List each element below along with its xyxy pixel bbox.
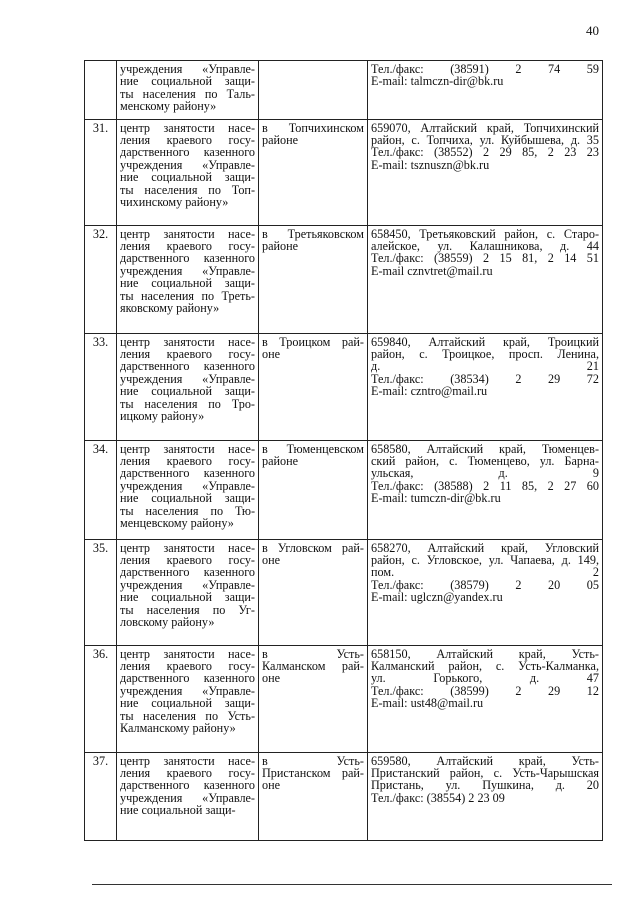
contact-info-line: E-mail: tsznuszn@bk.ru — [371, 157, 490, 172]
institution-name-line: дарственного казенного — [120, 251, 255, 266]
contact-info-line: Тел./факс: (38588) 2 11 85, 2 27 60 — [371, 478, 599, 493]
institution-name — [117, 645, 259, 752]
table-row — [85, 225, 603, 333]
institution-name — [117, 333, 259, 440]
service-area — [259, 645, 368, 752]
contact-info-line: д. 21 — [371, 359, 599, 374]
institution-name-line: ловскому району» — [120, 615, 215, 630]
institution-name-line: ления краевого госу- — [120, 239, 255, 254]
institution-name-line: учреждения «Управле- — [120, 62, 255, 76]
contact-info-line: Тел./факс: (38552) 2 29 85, 2 23 23 — [371, 145, 599, 160]
contact-info-line: Пристань, ул. Пушкина, д. 20 — [371, 778, 599, 793]
institution-name — [117, 539, 259, 645]
employment-centers-table — [84, 60, 603, 841]
institution-name-line: ние социальной защи- — [120, 74, 255, 89]
institution-name-line: ты населения по Тю- — [120, 503, 255, 518]
institution-name-line: дарственного казенного — [120, 145, 255, 160]
service-area-line: оне — [262, 671, 281, 686]
service-area — [259, 61, 368, 120]
institution-name-line: центр занятости насе- — [120, 334, 255, 349]
service-area-line: в Третьяковском — [262, 226, 364, 241]
contact-info-line: Пристанский район, с. Усть-Чарышская — [371, 766, 599, 781]
service-area-line: оне — [262, 553, 281, 568]
institution-name-line: ты населения по Топ- — [120, 182, 255, 197]
contact-info — [368, 119, 603, 225]
service-area-line: в Угловском рай- — [262, 540, 364, 555]
institution-name-line: учреждения «Управле- — [120, 478, 255, 493]
contact-info-line: пом. 2 — [371, 565, 599, 580]
institution-name-line: дарственного казенного — [120, 359, 255, 374]
contact-info — [368, 333, 603, 440]
row-number: 33. — [85, 333, 117, 440]
row-number: 35. — [85, 539, 117, 645]
institution-name-line: ления краевого госу- — [120, 347, 255, 362]
row-number: 36. — [85, 645, 117, 752]
institution-name-line: ты населения по Тро- — [120, 396, 255, 411]
institution-name-line: центр занятости насе- — [120, 646, 255, 661]
institution-name-line: ние социальной защи- — [120, 276, 255, 291]
contact-info — [368, 61, 603, 120]
institution-name-line: ицкому району» — [120, 409, 205, 424]
contact-info-line: ул. Горького, д. 47 — [371, 671, 599, 686]
institution-name-line: учреждения «Управле- — [120, 790, 255, 805]
institution-name-line: ления краевого госу- — [120, 454, 255, 469]
contact-info-line: 658450, Третьяковский район, с. Старо- — [371, 226, 599, 241]
table-row — [85, 333, 603, 440]
institution-name-line: учреждения «Управле- — [120, 683, 255, 698]
contact-info-line: Тел./факс: (38534) 2 29 72 — [371, 371, 599, 386]
institution-name-line: ты населения по Усть- — [120, 708, 255, 723]
institution-name-line: ние социальной защи- — [120, 170, 255, 185]
institution-name-line: ние социальной защи- — [120, 590, 255, 605]
contact-info-line: район, с. Угловское, ул. Чапаева, д. 149, — [371, 553, 599, 568]
contact-info-line: 658580, Алтайский край, Тюменцев- — [371, 441, 599, 456]
row-number: 32. — [85, 225, 117, 333]
service-area-line: Пристанском рай- — [262, 766, 364, 781]
service-area — [259, 225, 368, 333]
table-row — [85, 119, 603, 225]
institution-name-line: учреждения «Управле- — [120, 157, 255, 172]
service-area-line: оне — [262, 347, 281, 362]
contact-info-line: E-mail: uglczn@yandex.ru — [371, 590, 503, 605]
contact-info-line: 659580, Алтайский край, Усть- — [371, 753, 599, 768]
institution-name-line: ние социальной защи- — [120, 491, 255, 506]
institution-name-line: яковскому району» — [120, 301, 220, 316]
table-body — [85, 61, 603, 841]
contact-info — [368, 539, 603, 645]
institution-name-line: менцевскому району» — [120, 516, 234, 531]
institution-name-line: ления краевого госу- — [120, 766, 255, 781]
service-area-line: в Усть- — [262, 646, 364, 661]
institution-name-line: ты населения по Таль- — [120, 86, 255, 101]
table-row — [85, 440, 603, 539]
contact-info-line: E-mail cznvtret@mail.ru — [371, 263, 493, 278]
contact-info-line: ульская, д. 9 — [371, 466, 599, 481]
service-area-line: в Топчихинском — [262, 120, 364, 135]
service-area — [259, 119, 368, 225]
contact-info-line: Тел./факс: (38559) 2 15 81, 2 14 51 — [371, 251, 599, 266]
service-area-line: районе — [262, 133, 299, 148]
service-area-line: в Троицком рай- — [262, 334, 364, 349]
institution-name-line: ления краевого госу- — [120, 659, 255, 674]
contact-info-line: Тел./факс: (38599) 2 29 12 — [371, 683, 599, 698]
service-area-line: районе — [262, 239, 299, 254]
table-row — [85, 61, 603, 120]
contact-info-line: 659070, Алтайский край, Топчихинский — [371, 120, 599, 135]
row-number — [85, 61, 117, 120]
institution-name-line: ние социальной защи- — [120, 803, 236, 818]
institution-name-line: центр занятости насе- — [120, 753, 255, 768]
table-row — [85, 645, 603, 752]
contact-info — [368, 225, 603, 333]
contact-info-line: Калманский район, с. Усть-Калманка, — [371, 659, 599, 674]
institution-name-line: менскому району» — [120, 99, 217, 114]
contact-info-line: Тел./факс: (38554) 2 23 09 — [371, 790, 505, 805]
service-area-line: районе — [262, 454, 299, 469]
institution-name-line: центр занятости насе- — [120, 540, 255, 555]
contact-info-line: ский район, с. Тюменцево, ул. Барна- — [371, 454, 599, 469]
row-number: 31. — [85, 119, 117, 225]
service-area-line: в Тюменцевском — [262, 441, 364, 456]
contact-info-line: 659840, Алтайский край, Троицкий — [371, 334, 599, 349]
institution-name-line: ние социальной защи- — [120, 384, 255, 399]
institution-name-line: ты населения по Треть- — [120, 288, 255, 303]
row-number: 34. — [85, 440, 117, 539]
institution-name-line: дарственного казенного — [120, 466, 255, 481]
table-row — [85, 539, 603, 645]
page-number: 40 — [586, 23, 599, 38]
institution-name-line: центр занятости насе- — [120, 441, 255, 456]
contact-info-line: Тел./факс: (38579) 2 20 05 — [371, 577, 599, 592]
institution-name — [117, 119, 259, 225]
row-number: 37. — [85, 752, 117, 840]
institution-name-line: чихинскому району» — [120, 195, 229, 210]
contact-info — [368, 752, 603, 840]
contact-info-line: район, с. Троицкое, просп. Ленина, — [371, 347, 599, 362]
institution-name-line: дарственного казенного — [120, 565, 255, 580]
contact-info-line: 658270, Алтайский край, Угловский — [371, 540, 599, 555]
institution-name-line: учреждения «Управле- — [120, 263, 255, 278]
contact-info-line: 658150, Алтайский край, Усть- — [371, 646, 599, 661]
contact-info-line: E-mail: tumczn-dir@bk.ru — [371, 491, 501, 506]
institution-name-line: центр занятости насе- — [120, 226, 255, 241]
contact-info-line: E-mail: czntro@mail.ru — [371, 384, 488, 399]
service-area — [259, 333, 368, 440]
contact-info — [368, 440, 603, 539]
contact-info — [368, 645, 603, 752]
contact-info-line: Тел./факс: (38591) 2 74 59 — [371, 62, 599, 76]
institution-name — [117, 61, 259, 120]
institution-name-line: ние социальной защи- — [120, 696, 255, 711]
institution-name-line: дарственного казенного — [120, 671, 255, 686]
table-row — [85, 752, 603, 840]
service-area — [259, 440, 368, 539]
service-area-line: в Усть- — [262, 753, 364, 768]
institution-name — [117, 440, 259, 539]
contact-info-line: E-mail: ust48@mail.ru — [371, 696, 484, 711]
institution-name-line: учреждения «Управле- — [120, 577, 255, 592]
contact-info-line: E-mail: talmczn-dir@bk.ru — [371, 74, 504, 89]
institution-name-line: дарственного казенного — [120, 778, 255, 793]
contact-info-line: алейское, ул. Калашникова, д. 44 — [371, 239, 599, 254]
service-area-line: Калманском рай- — [262, 659, 364, 674]
institution-name-line: ления краевого госу- — [120, 133, 255, 148]
institution-name-line: ления краевого госу- — [120, 553, 255, 568]
bottom-rule — [92, 884, 612, 885]
contact-info-line: район, с. Топчиха, ул. Куйбышева, д. 35 — [371, 133, 599, 148]
service-area — [259, 752, 368, 840]
institution-name-line: учреждения «Управле- — [120, 371, 255, 386]
service-area — [259, 539, 368, 645]
institution-name — [117, 225, 259, 333]
service-area-line: оне — [262, 778, 281, 793]
institution-name-line: ты населения по Уг- — [120, 602, 255, 617]
institution-name — [117, 752, 259, 840]
institution-name-line: Калманскому району» — [120, 721, 236, 736]
institution-name-line: центр занятости насе- — [120, 120, 255, 135]
